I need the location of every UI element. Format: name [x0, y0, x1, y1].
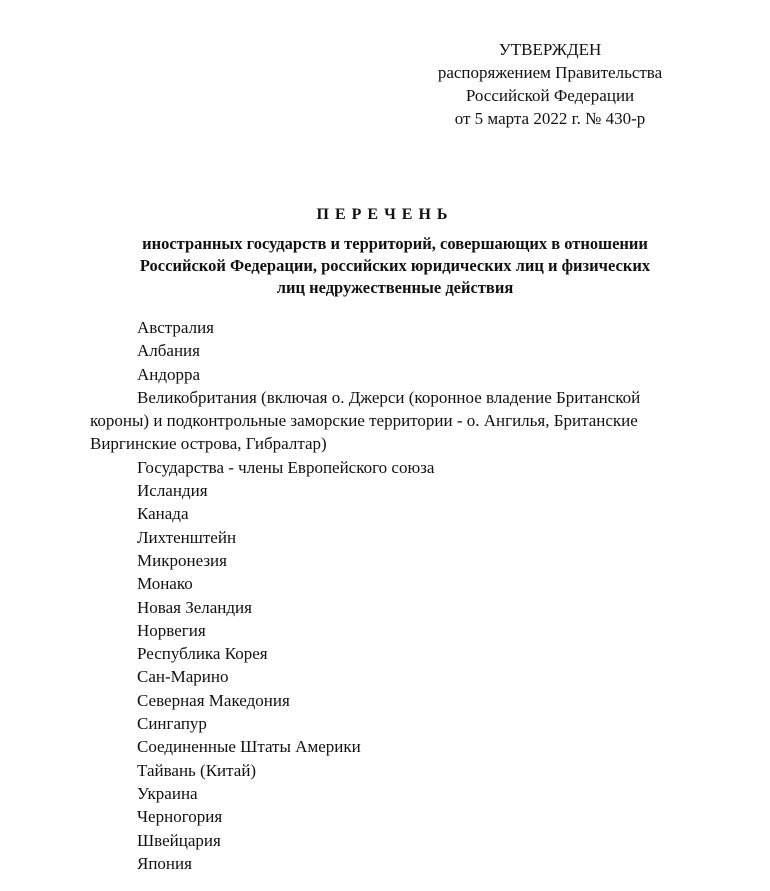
- approval-stamp: [400, 38, 700, 130]
- list-item-line: Виргинские острова, Гибралтар): [90, 434, 327, 454]
- list-item: Сингапур: [137, 714, 207, 734]
- list-item: Япония: [137, 853, 192, 873]
- list-item-great-britain: [90, 386, 730, 456]
- list-item: Соединенные Штаты Америки: [137, 737, 361, 757]
- approval-date-number: от 5 марта 2022 г. № 430-р: [454, 109, 646, 128]
- subtitle-line: Российской Федерации, российских юридических лиц и физических: [139, 256, 651, 275]
- list-item: Черногория: [137, 807, 223, 827]
- list-item: Украина: [137, 783, 198, 803]
- document-title: ПЕРЕЧЕНЬ: [316, 206, 454, 223]
- list-item: Сан-Марино: [137, 667, 229, 687]
- list-item: Северная Македония: [137, 690, 290, 710]
- document-subtitle: [80, 233, 710, 299]
- subtitle-line: иностранных государств и территорий, совершающих в отношении: [142, 234, 648, 253]
- list-item: Швейцария: [137, 830, 221, 850]
- list-item: Исландия: [137, 481, 208, 501]
- list-item: Андорра: [137, 364, 201, 384]
- list-item: Монако: [137, 574, 193, 594]
- approval-heading: УТВЕРЖДЕН: [498, 40, 602, 59]
- approval-authority: распоряжением Правительства: [437, 63, 663, 82]
- list-item: Албания: [137, 341, 200, 361]
- list-item: Норвегия: [137, 620, 206, 640]
- list-item: Государства - члены Европейского союза: [137, 457, 435, 477]
- list-item: Лихтенштейн: [137, 527, 237, 547]
- approval-country: Российской Федерации: [465, 86, 635, 105]
- list-item: Республика Корея: [137, 644, 268, 664]
- list-item-line: короны) и подконтрольные заморские территории - о. Ангилья, Британские: [90, 411, 638, 431]
- list-item: Новая Зеландия: [137, 597, 252, 617]
- list-item: Австралия: [137, 318, 214, 337]
- list-item-line: Великобритания (включая о. Джерси (коронное владение Британской: [137, 387, 641, 407]
- list-item: Тайвань (Китай): [137, 760, 257, 780]
- list-item: Канада: [137, 504, 189, 524]
- list-item: Микронезия: [137, 550, 227, 570]
- subtitle-line: лиц недружественные действия: [276, 278, 514, 297]
- country-list: [90, 316, 730, 875]
